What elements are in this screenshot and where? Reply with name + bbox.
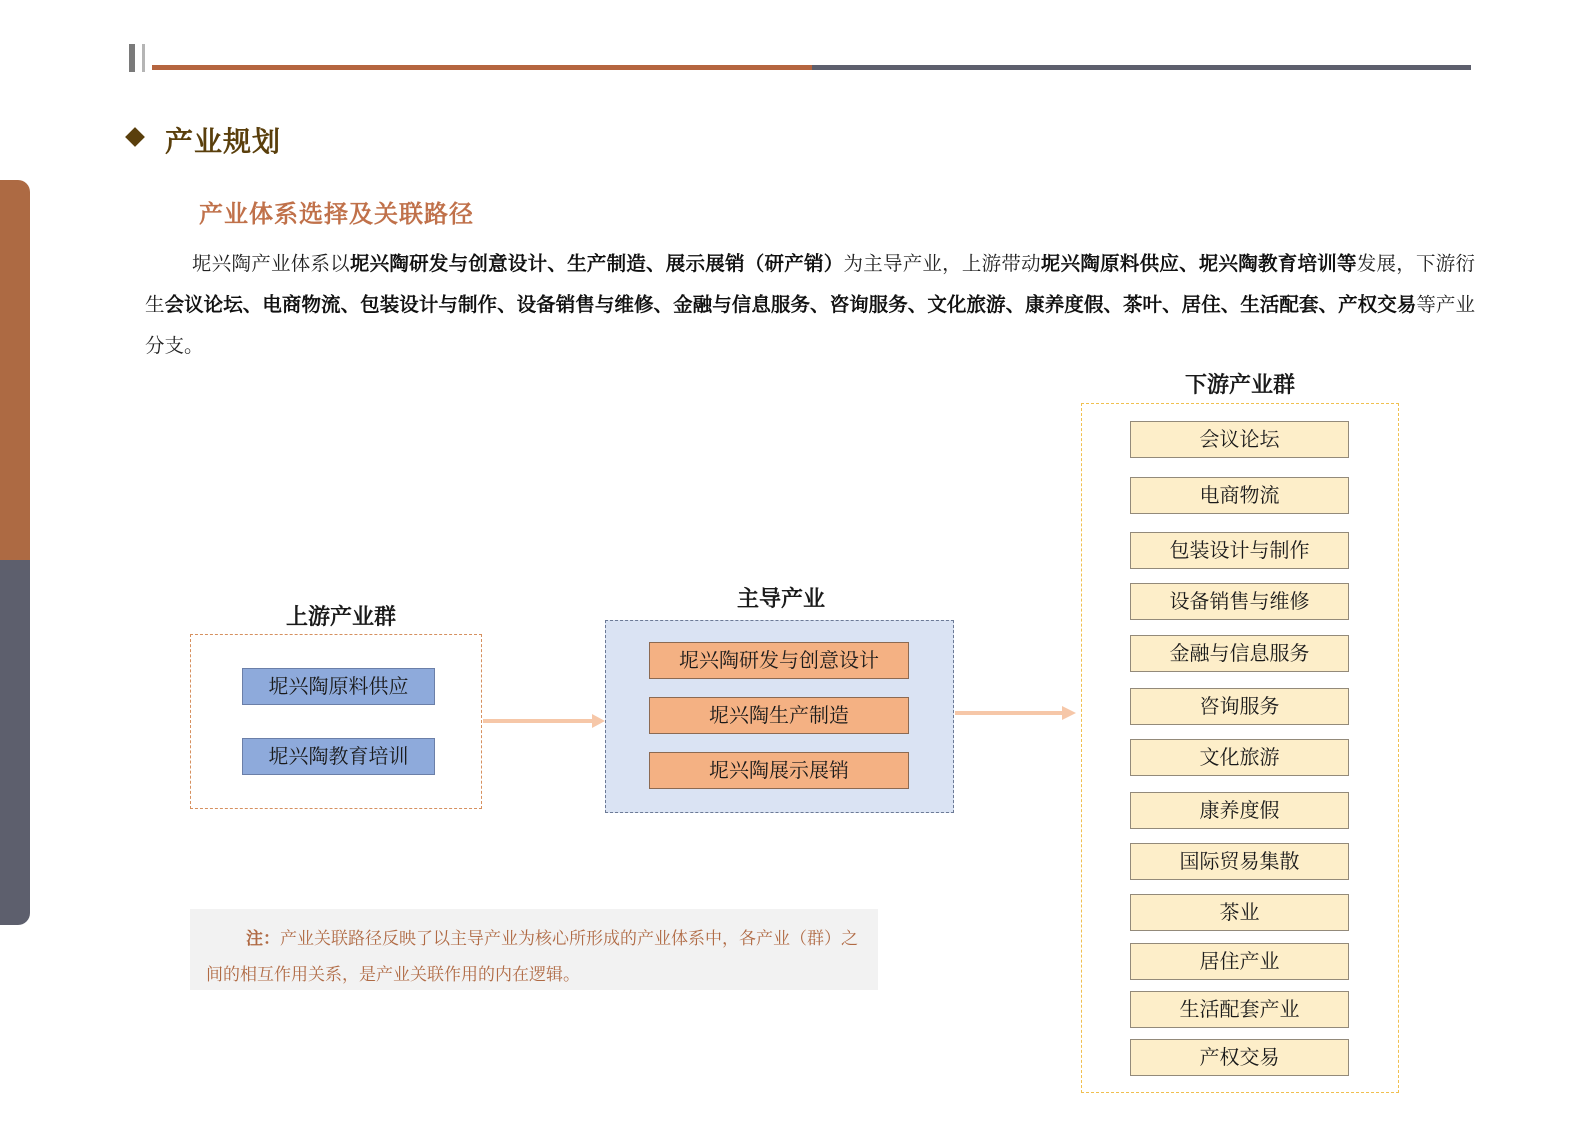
- downstream-item: 会议论坛: [1130, 421, 1349, 458]
- downstream-item: 设备销售与维修: [1130, 583, 1349, 620]
- downstream-item: 茶业: [1130, 894, 1349, 931]
- downstream-item: 康养度假: [1130, 792, 1349, 829]
- core-item: 坭兴陶生产制造: [649, 697, 909, 734]
- upstream-item: 坭兴陶教育培训: [242, 738, 435, 775]
- footnote-prefix: 注：: [246, 929, 280, 949]
- para-run-bold: 坭兴陶原料供应、坭兴陶教育培训等: [1040, 252, 1357, 275]
- upstream-group-box: [190, 634, 482, 809]
- downstream-item: 国际贸易集散: [1130, 843, 1349, 880]
- downstream-item: 生活配套产业: [1130, 991, 1349, 1028]
- downstream-item: 金融与信息服务: [1130, 635, 1349, 672]
- downstream-item: 包装设计与制作: [1130, 532, 1349, 569]
- downstream-group-box: [1081, 403, 1399, 1093]
- para-run-bold: 会议论坛、电商物流、包装设计与制作、设备销售与维修、金融与信息服务、咨询服务、文化旅游、康养度假、茶叶、居住、生活配套、产权交易: [164, 293, 1417, 316]
- para-run: 为主导产业，上游带动: [843, 252, 1041, 275]
- footnote: [190, 909, 878, 990]
- downstream-item: 电商物流: [1130, 477, 1349, 514]
- upstream-group-label: 上游产业群: [285, 605, 396, 630]
- downstream-item: 产权交易: [1130, 1039, 1349, 1076]
- arrow-upstream-to-core-icon: [483, 714, 605, 728]
- core-item: 坭兴陶展示展销: [649, 752, 909, 789]
- sub-title: 产业体系选择及关联路径: [199, 200, 474, 228]
- downstream-item: 咨询服务: [1130, 688, 1349, 725]
- arrow-core-to-downstream-icon: [955, 706, 1076, 720]
- downstream-item: 居住产业: [1130, 943, 1349, 980]
- downstream-item: 文化旅游: [1130, 739, 1349, 776]
- core-item: 坭兴陶研发与创意设计: [649, 642, 909, 679]
- footnote-text: 产业关联路径反映了以主导产业为核心所形成的产业体系中，各产业（群）之间的相互作用关系，是产业关联作用的内在逻辑。: [206, 929, 858, 985]
- para-run: 发展，下游衍生: [145, 252, 1475, 316]
- core-group-box: [605, 620, 954, 813]
- section-title: 产业规划: [165, 125, 282, 158]
- para-run-bold: 坭兴陶研发与创意设计、生产制造、展示展销（研产销）: [349, 252, 844, 275]
- upstream-item: 坭兴陶原料供应: [242, 668, 435, 705]
- downstream-group-label: 下游产业群: [1184, 373, 1295, 398]
- core-group-label: 主导产业: [736, 587, 825, 612]
- para-run: 坭兴陶产业体系以: [192, 252, 350, 275]
- para-run: 等产业分支。: [145, 293, 1475, 357]
